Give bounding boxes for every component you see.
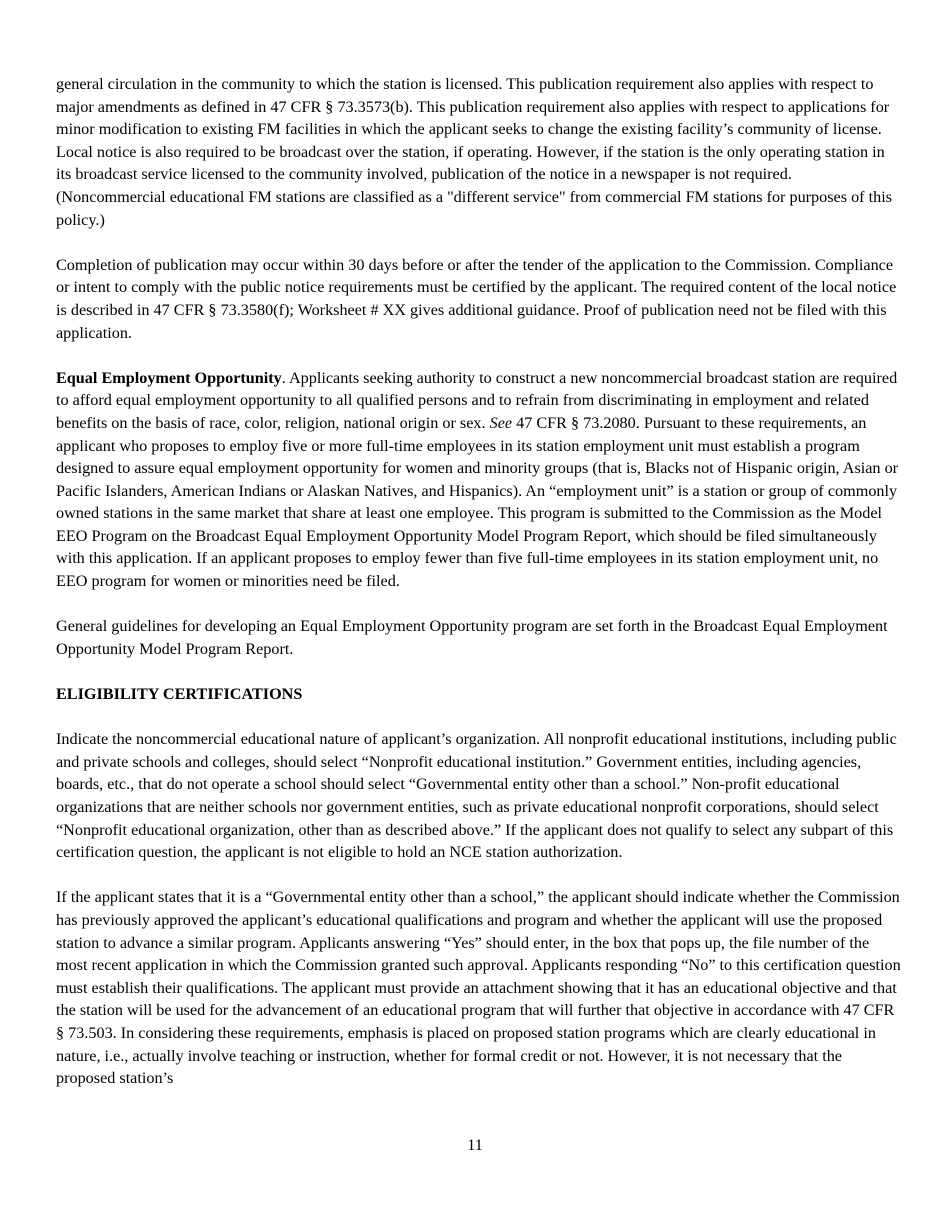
page-number: 11 (467, 1136, 483, 1154)
eeo-text-part-b: 47 CFR § 73.2080. Pursuant to these requirements, an applicant who proposes to employ five or more full-time employees in its station employment unit must establish a program designed to assure equal employment opportunity for women and minority groups (that is, Blacks not of Hispanic origin, Asian or Pacific Islanders, American Indians or Alaskan Natives, and Hispanics). An “employment unit” is a station or group of commonly owned stations in the same market that share at least one employee. This program is submitted to the Commission as the Model EEO Program on the Broadcast Equal Employment Opportunity Model Program Report, which should be filed simultaneously with this application. If an applicant proposes to employ fewer than five full-time employees in its station employment unit, no EEO program for women or minorities need be filed. (56, 413, 899, 591)
eeo-see-citation: See (489, 413, 513, 432)
section-heading-eligibility-certifications: ELIGIBILITY CERTIFICATIONS (56, 685, 303, 704)
paragraph-public-notice-continued: general circulation in the community to which the station is licensed. This publication requirement also applies with respect to major amendments as defined in 47 CFR § 73.3573(b). This publication requirement also applies with respect to applications for minor modification to existing FM facilities in which the applicant seeks to change the existing facility’s community of license. Local notice is also required to be broadcast over the station, if operating. However, if the station is the only operating station in its broadcast service licensed to the community involved, publication of the notice in a newspaper is not required. (Noncommercial educational FM stations are classified as a "different service" from commercial FM stations for purposes of this policy.) (56, 75, 892, 229)
paragraph-nce-organization-nature: Indicate the noncommercial educational nature of applicant’s organization. All nonprofit educational institutions, including public and private schools and colleges, should select “Nonprofit educational institution.” Government entities, including agencies, boards, etc., that do not operate a school should select “Governmental entity other than a school.” Non-profit educational organizations that are neither schools nor government entities, such as private educational nonprofit corporations, should select “Nonprofit educational organization, other than as described above.” If the applicant does not qualify to select any subpart of this certification question, the applicant is not eligible to hold an NCE station authorization. (56, 730, 897, 862)
paragraph-publication-completion: Completion of publication may occur within 30 days before or after the tender of the application to the Commission. Compliance or intent to comply with the public notice requirements must be certified by the applicant. The required content of the local notice is described in 47 CFR § 73.3580(f); Worksheet # XX gives additional guidance. Proof of publication need not be filed with this application. (56, 255, 897, 342)
paragraph-equal-employment-opportunity (56, 367, 902, 593)
eeo-text-part-a: . Applicants seeking authority to construct a new noncommercial broadcast station are required to afford equal employment opportunity to all qualified persons and to refrain from discriminating in employment and related benefits on the basis of race, color, religion, national origin or sex. (56, 368, 898, 432)
paragraph-eeo-guidelines: General guidelines for developing an Equal Employment Opportunity program are set forth in the Broadcast Equal Employment Opportunity Model Program Report. (56, 617, 888, 658)
eeo-lead-heading: Equal Employment Opportunity (56, 368, 282, 387)
paragraph-governmental-entity: If the applicant states that it is a “Governmental entity other than a school,” the applicant should indicate whether the Commission has previously approved the applicant’s educational qualifications and program and whether the applicant will use the proposed station to advance a similar program. Applicants answering “Yes” should enter, in the box that pops up, the file number of the most recent application in which the Commission granted such approval. Applicants responding “No” to this certification question must establish their qualifications. The applicant must provide an attachment showing that it has an educational objective and that the station will be used for the advancement of an educational program that will further that objective in accordance with 47 CFR § 73.503. In considering these requirements, emphasis is placed on proposed station programs which are clearly educational in nature, i.e., actually involve teaching or instruction, whether for formal credit or not. However, it is not necessary that the proposed station’s (56, 888, 901, 1088)
document-body (56, 73, 902, 1112)
